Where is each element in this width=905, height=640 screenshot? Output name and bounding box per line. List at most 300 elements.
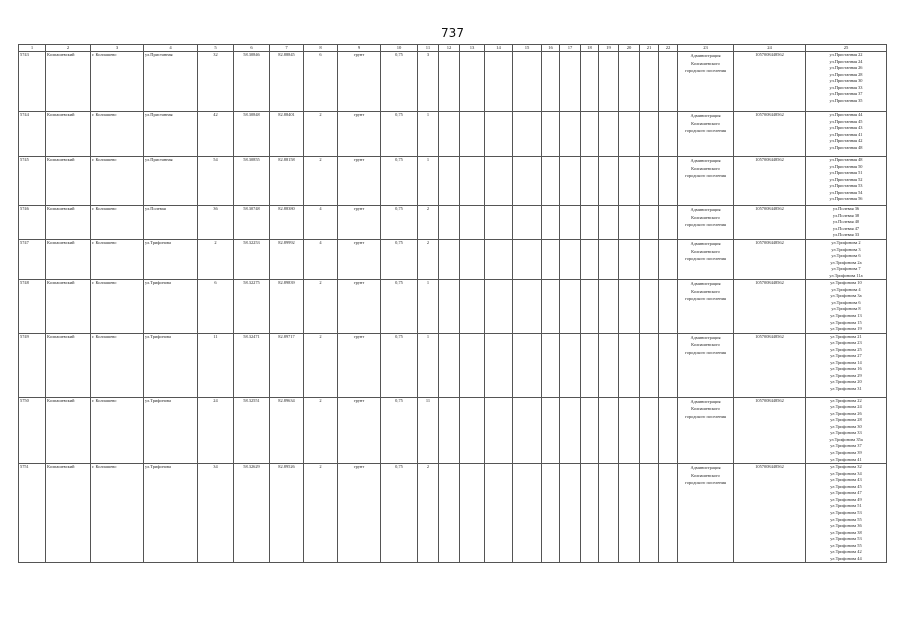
empty-cell <box>581 397 599 463</box>
owner-line: Колпашевского <box>691 342 720 348</box>
column-header: 1 <box>19 45 46 52</box>
latitude-cell: 58.30846 <box>234 52 270 112</box>
addresses-cell <box>806 397 887 463</box>
empty-cell <box>560 333 581 397</box>
addresses-cell <box>806 280 887 333</box>
empty-cell <box>513 112 542 157</box>
empty-cell <box>659 333 678 397</box>
row-id: 5743 <box>19 52 46 112</box>
empty-cell <box>460 280 485 333</box>
empty-cell <box>599 112 619 157</box>
address-line: ул.Трифонова 23 <box>830 340 862 346</box>
empty-cell <box>640 157 659 206</box>
empty-cell <box>485 157 513 206</box>
column-header: 19 <box>599 45 619 52</box>
column-header: 9 <box>338 45 381 52</box>
address-line: ул.Полевая 36 <box>832 206 860 211</box>
column-header: 3 <box>91 45 144 52</box>
empty-cell <box>619 240 640 280</box>
address-line: ул.Трифонова 3а <box>830 293 862 299</box>
empty-cell <box>542 52 560 112</box>
latitude-cell: 58.30848 <box>234 112 270 157</box>
count-cell: 4 <box>304 206 338 240</box>
row-id: 5747 <box>19 240 46 280</box>
longitude-cell: 82.89839 <box>270 280 304 333</box>
address-line: ул.Трифонова 55 <box>830 516 862 522</box>
owner-cell <box>678 240 734 280</box>
empty-cell <box>581 280 599 333</box>
house-number-cell: 54 <box>198 157 234 206</box>
surface-cell: грунт <box>338 157 381 206</box>
area-cell: 0,75 <box>381 206 418 240</box>
surface-cell: грунт <box>338 206 381 240</box>
latitude-cell: 58.32253 <box>234 240 270 280</box>
owner-line: городского поселения <box>685 296 726 302</box>
surface-cell: грунт <box>338 397 381 463</box>
empty-cell <box>513 397 542 463</box>
address-line: ул.Трифонова 2а <box>830 259 862 265</box>
address-line: ул.Трифонова 13 <box>830 313 862 319</box>
owner-line: Администрация <box>690 113 721 118</box>
empty-cell <box>619 397 640 463</box>
owner-line: Администрация <box>690 207 721 212</box>
column-header: 20 <box>619 45 640 52</box>
table-row <box>19 157 887 206</box>
column-header: 18 <box>581 45 599 52</box>
column-header: 6 <box>234 45 270 52</box>
column-header: 14 <box>485 45 513 52</box>
city-cell: г. Колпашево <box>91 112 144 157</box>
street-cell: ул.Трифонова <box>144 333 198 397</box>
address-line: ул.Трифонова 37 <box>830 443 862 449</box>
empty-cell <box>659 280 678 333</box>
city-cell: г. Колпашево <box>91 280 144 333</box>
address-line: ул.Пристанная 48 <box>829 157 863 162</box>
addresses-cell <box>806 206 887 240</box>
owner-cell <box>678 52 734 112</box>
empty-cell <box>460 240 485 280</box>
column-header: 8 <box>304 45 338 52</box>
owner-line: городского поселения <box>685 256 726 261</box>
longitude-cell: 82.88380 <box>270 206 304 240</box>
owner-line: городского поселения <box>685 349 726 355</box>
empty-cell <box>640 112 659 157</box>
area-cell: 0,75 <box>381 240 418 280</box>
column-header: 22 <box>659 45 678 52</box>
street-cell: ул.Трифонова <box>144 464 198 563</box>
surface-cell: грунт <box>338 112 381 157</box>
address-line: ул.Трифонова 10 <box>830 280 862 286</box>
city-cell: г. Колпашево <box>91 52 144 112</box>
house-number-cell: 34 <box>198 464 234 563</box>
column-header: 24 <box>734 45 806 52</box>
empty-cell <box>460 397 485 463</box>
address-line: ул.Трифонова 24 <box>830 404 862 410</box>
owner-line: городского поселения <box>685 128 726 133</box>
empty-cell <box>619 157 640 206</box>
address-line: ул.Пристанная 33 <box>829 84 863 90</box>
address-line: ул.Трифонова 15 <box>830 319 862 325</box>
container-count-cell: 1 <box>418 112 439 157</box>
ogrn-cell: 1057008448562 <box>734 280 806 333</box>
empty-cell <box>659 206 678 240</box>
column-header: 25 <box>806 45 887 52</box>
area-cell: 0,75 <box>381 333 418 397</box>
empty-cell <box>659 240 678 280</box>
address-line: ул.Пристанная 45 <box>829 118 863 124</box>
column-header: 21 <box>640 45 659 52</box>
owner-cell <box>678 280 734 333</box>
district-cell: Колпашевский <box>46 464 91 563</box>
address-line: ул.Трифонова 53 <box>830 509 862 515</box>
empty-cell <box>542 240 560 280</box>
city-cell: г. Колпашево <box>91 397 144 463</box>
district-cell: Колпашевский <box>46 157 91 206</box>
address-line: ул.Трифонова 4 <box>831 286 861 292</box>
ogrn-cell: 1057008448562 <box>734 464 806 563</box>
area-cell: 0,75 <box>381 157 418 206</box>
empty-cell <box>460 112 485 157</box>
city-cell: г. Колпашево <box>91 157 144 206</box>
ogrn-cell: 1057008448562 <box>734 112 806 157</box>
empty-cell <box>513 464 542 563</box>
empty-cell <box>460 333 485 397</box>
house-number-cell: 11 <box>198 333 234 397</box>
row-id: 5750 <box>19 397 46 463</box>
row-id: 5751 <box>19 464 46 563</box>
column-header: 16 <box>542 45 560 52</box>
city-cell: г. Колпашево <box>91 464 144 563</box>
address-line: ул.Трифонова 47 <box>830 490 862 496</box>
street-cell: ул.Трифонова <box>144 397 198 463</box>
address-line: ул.Трифонова 21 <box>830 333 862 339</box>
column-header: 13 <box>460 45 485 52</box>
ogrn-cell: 1057008448562 <box>734 397 806 463</box>
empty-cell <box>659 397 678 463</box>
owner-line: городского поселения <box>685 480 726 486</box>
column-header: 12 <box>439 45 460 52</box>
address-line: ул.Трифонова 26 <box>830 410 862 416</box>
address-line: ул.Трифонова 51 <box>830 503 862 509</box>
empty-cell <box>560 464 581 563</box>
container-count-cell: 11 <box>418 397 439 463</box>
table-row <box>19 464 887 563</box>
owner-line: Колпашевского <box>691 120 720 126</box>
container-count-cell: 1 <box>418 157 439 206</box>
area-cell: 0,75 <box>381 280 418 333</box>
addresses-cell <box>806 112 887 157</box>
column-header: 5 <box>198 45 234 52</box>
addresses-cell <box>806 240 887 280</box>
address-line: ул.Трифонова 53 <box>830 536 862 542</box>
empty-cell <box>640 52 659 112</box>
container-count-cell: 2 <box>418 240 439 280</box>
empty-cell <box>599 157 619 206</box>
address-line: ул.Трифонова 30 <box>830 423 862 429</box>
longitude-cell: 82.88401 <box>270 112 304 157</box>
surface-cell: грунт <box>338 333 381 397</box>
address-line: ул.Полевая 47 <box>832 225 860 231</box>
empty-cell <box>581 240 599 280</box>
address-line: ул.Пристанная 48 <box>829 144 863 150</box>
empty-cell <box>485 280 513 333</box>
empty-cell <box>513 280 542 333</box>
owner-line: Администрация <box>690 241 721 246</box>
empty-cell <box>560 157 581 206</box>
district-cell: Колпашевский <box>46 112 91 157</box>
address-line: ул.Пристанная 37 <box>829 91 863 97</box>
owner-cell <box>678 333 734 397</box>
surface-cell: грунт <box>338 464 381 563</box>
column-header: 15 <box>513 45 542 52</box>
address-line: ул.Трифонова 55 <box>830 542 862 548</box>
address-line: ул.Пристанная 52 <box>829 176 863 182</box>
owner-line: Колпашевского <box>691 214 720 220</box>
longitude-cell: 82.88158 <box>270 157 304 206</box>
empty-cell <box>513 52 542 112</box>
empty-cell <box>599 240 619 280</box>
address-line: ул.Пристанная 54 <box>829 189 863 195</box>
column-header: 10 <box>381 45 418 52</box>
address-line: ул.Пристанная 26 <box>829 65 863 71</box>
count-cell: 2 <box>304 157 338 206</box>
empty-cell <box>619 206 640 240</box>
empty-cell <box>619 280 640 333</box>
address-line: ул.Трифонова 3 <box>831 246 861 252</box>
address-line: ул.Пристанная 22 <box>829 52 863 57</box>
owner-line: Колпашевского <box>691 165 720 171</box>
house-number-cell: 42 <box>198 112 234 157</box>
count-cell: 2 <box>304 333 338 397</box>
empty-cell <box>640 240 659 280</box>
surface-cell: грунт <box>338 240 381 280</box>
owner-cell <box>678 112 734 157</box>
page-number: 737 <box>441 26 464 40</box>
empty-cell <box>599 464 619 563</box>
empty-cell <box>581 112 599 157</box>
city-cell: г. Колпашево <box>91 206 144 240</box>
district-cell: Колпашевский <box>46 333 91 397</box>
empty-cell <box>439 240 460 280</box>
address-line: ул.Трифонова 19 <box>830 326 862 332</box>
owner-cell <box>678 464 734 563</box>
address-line: ул.Трифонова 45 <box>830 483 862 489</box>
address-line: ул.Трифонова 22 <box>830 397 862 403</box>
address-line: ул.Трифонова 44 <box>830 555 862 561</box>
addresses-cell <box>806 52 887 112</box>
empty-cell <box>659 52 678 112</box>
address-line: ул.Трифонова 39 <box>830 450 862 456</box>
address-line: ул.Трифонова 38 <box>830 529 862 535</box>
empty-cell <box>640 333 659 397</box>
address-line: ул.Пристанная 50 <box>829 163 863 169</box>
empty-cell <box>640 206 659 240</box>
empty-cell <box>439 112 460 157</box>
area-cell: 0,75 <box>381 52 418 112</box>
owner-cell <box>678 157 734 206</box>
empty-cell <box>439 280 460 333</box>
empty-cell <box>560 280 581 333</box>
address-line: ул.Пристанная 53 <box>829 183 863 189</box>
column-header: 23 <box>678 45 734 52</box>
address-line: ул.Трифонова 42 <box>830 549 862 555</box>
empty-cell <box>485 52 513 112</box>
surface-cell: грунт <box>338 280 381 333</box>
address-line: ул.Трифонова 33 <box>830 430 862 436</box>
empty-cell <box>640 280 659 333</box>
empty-cell <box>513 333 542 397</box>
owner-line: городского поселения <box>685 173 726 178</box>
address-line: ул.Трифонова 31 <box>830 386 862 392</box>
container-count-cell: 2 <box>418 464 439 563</box>
empty-cell <box>513 157 542 206</box>
owner-line: Администрация <box>690 465 721 471</box>
street-cell: ул.Полевая <box>144 206 198 240</box>
district-cell: Колпашевский <box>46 206 91 240</box>
address-line: ул.Трифонова 43 <box>830 477 862 483</box>
empty-cell <box>640 464 659 563</box>
address-line: ул.Трифонова 8 <box>831 306 861 312</box>
street-cell: ул.Трифонова <box>144 280 198 333</box>
latitude-cell: 58.30855 <box>234 157 270 206</box>
address-line: ул.Полевая 40 <box>832 219 860 225</box>
empty-cell <box>542 112 560 157</box>
table-row <box>19 280 887 333</box>
count-cell: 2 <box>304 464 338 563</box>
address-line: ул.Трифонова 28 <box>830 417 862 423</box>
address-line: ул.Пристанная 56 <box>829 196 863 202</box>
district-cell: Колпашевский <box>46 280 91 333</box>
house-number-cell: 36 <box>198 206 234 240</box>
longitude-cell: 82.89634 <box>270 397 304 463</box>
empty-cell <box>542 333 560 397</box>
table-row <box>19 333 887 397</box>
empty-cell <box>619 333 640 397</box>
empty-cell <box>619 464 640 563</box>
row-id: 5745 <box>19 157 46 206</box>
ogrn-cell: 1057008448562 <box>734 157 806 206</box>
row-id: 5746 <box>19 206 46 240</box>
address-line: ул.Пристанная 42 <box>829 138 863 144</box>
empty-cell <box>485 112 513 157</box>
empty-cell <box>439 206 460 240</box>
empty-cell <box>542 397 560 463</box>
registry-table <box>18 44 887 563</box>
column-header: 7 <box>270 45 304 52</box>
latitude-cell: 58.32629 <box>234 464 270 563</box>
owner-line: Колпашевского <box>691 248 720 254</box>
empty-cell <box>619 52 640 112</box>
longitude-cell: 82.89526 <box>270 464 304 563</box>
empty-cell <box>640 397 659 463</box>
owner-cell <box>678 206 734 240</box>
city-cell: г. Колпашево <box>91 333 144 397</box>
owner-line: Колпашевского <box>691 288 720 294</box>
empty-cell <box>560 112 581 157</box>
street-cell: ул.Пристанная <box>144 157 198 206</box>
longitude-cell: 82.89992 <box>270 240 304 280</box>
longitude-cell: 82.89717 <box>270 333 304 397</box>
empty-cell <box>659 112 678 157</box>
empty-cell <box>581 157 599 206</box>
owner-line: Колпашевского <box>691 60 720 66</box>
empty-cell <box>485 206 513 240</box>
district-cell: Колпашевский <box>46 397 91 463</box>
count-cell: 4 <box>304 240 338 280</box>
column-header: 4 <box>144 45 198 52</box>
header-row <box>19 45 887 52</box>
district-cell: Колпашевский <box>46 52 91 112</box>
address-line: ул.Трифонова 41 <box>830 456 862 462</box>
address-line: ул.Пристанная 43 <box>829 125 863 131</box>
empty-cell <box>599 280 619 333</box>
table-row <box>19 52 887 112</box>
address-line: ул.Пристанная 24 <box>829 58 863 64</box>
latitude-cell: 58.32551 <box>234 397 270 463</box>
area-cell: 0,75 <box>381 112 418 157</box>
empty-cell <box>659 157 678 206</box>
count-cell: 6 <box>304 52 338 112</box>
owner-line: Администрация <box>690 398 721 404</box>
address-line: ул.Пристанная 51 <box>829 170 863 176</box>
district-cell: Колпашевский <box>46 240 91 280</box>
row-id: 5748 <box>19 280 46 333</box>
table-row <box>19 112 887 157</box>
empty-cell <box>439 333 460 397</box>
column-header: 2 <box>46 45 91 52</box>
owner-line: городского поселения <box>685 222 726 227</box>
house-number-cell: 2 <box>198 240 234 280</box>
address-line: ул.Пристанная 28 <box>829 71 863 77</box>
latitude-cell: 58.30748 <box>234 206 270 240</box>
table-row <box>19 240 887 280</box>
row-id: 5744 <box>19 112 46 157</box>
empty-cell <box>560 240 581 280</box>
address-line: ул.Трифонова 6 <box>831 299 861 305</box>
ogrn-cell: 1057008448562 <box>734 240 806 280</box>
column-header: 11 <box>418 45 439 52</box>
latitude-cell: 58.32275 <box>234 280 270 333</box>
empty-cell <box>659 464 678 563</box>
owner-line: Администрация <box>690 281 721 287</box>
address-line: ул.Трифонова 29 <box>830 372 862 378</box>
empty-cell <box>460 206 485 240</box>
table-row <box>19 397 887 463</box>
owner-line: городского поселения <box>685 413 726 419</box>
empty-cell <box>542 280 560 333</box>
empty-cell <box>581 52 599 112</box>
row-id: 5749 <box>19 333 46 397</box>
street-cell: ул.Пристанная <box>144 52 198 112</box>
owner-line: Администрация <box>690 334 721 340</box>
empty-cell <box>485 397 513 463</box>
empty-cell <box>560 52 581 112</box>
empty-cell <box>485 464 513 563</box>
addresses-cell <box>806 464 887 563</box>
empty-cell <box>439 464 460 563</box>
address-line: ул.Трифонова 2 <box>831 240 861 245</box>
address-line: ул.Пристанная 30 <box>829 78 863 84</box>
ogrn-cell: 1057008448562 <box>734 333 806 397</box>
address-line: ул.Трифонова 25 <box>830 346 862 352</box>
empty-cell <box>599 333 619 397</box>
empty-cell <box>560 397 581 463</box>
empty-cell <box>599 397 619 463</box>
ogrn-cell: 1057008448562 <box>734 52 806 112</box>
address-line: ул.Пристанная 35 <box>829 97 863 103</box>
address-line: ул.Трифонова 36 <box>830 523 862 529</box>
empty-cell <box>460 157 485 206</box>
